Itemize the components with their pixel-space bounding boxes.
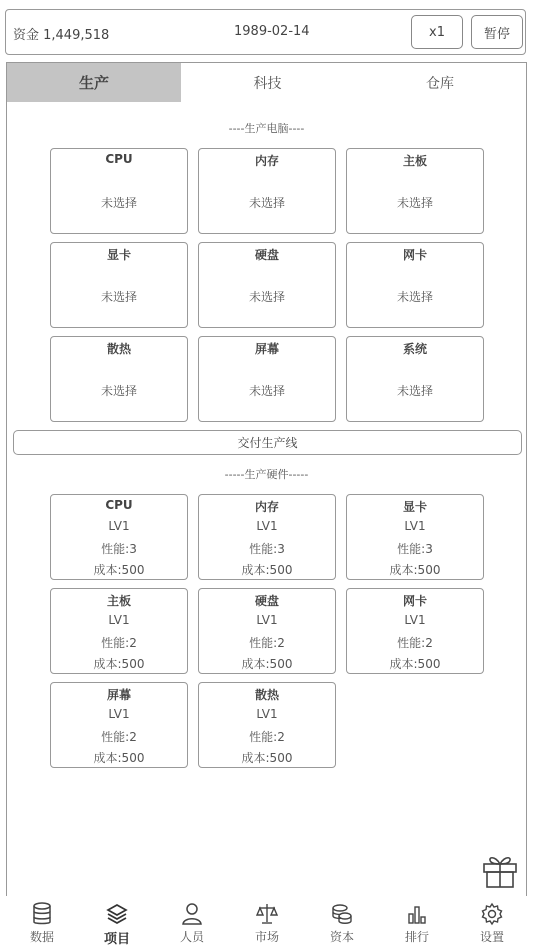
slot-name: 系统 <box>402 342 427 356</box>
bottom-navigation <box>0 897 534 949</box>
coins-icon <box>331 902 353 926</box>
hardware-card-screen[interactable] <box>50 682 188 768</box>
nav-label: 数据 <box>29 930 54 944</box>
layers-icon <box>106 902 128 926</box>
pc-slot-motherboard[interactable] <box>346 148 484 234</box>
nav-label: 项目 <box>103 932 130 947</box>
tab-warehouse[interactable]: 仓库 <box>426 75 454 92</box>
slot-value: 未选择 <box>396 290 433 304</box>
hardware-name: CPU <box>105 498 133 512</box>
hardware-cost: 成本:500 <box>389 563 441 577</box>
slot-value: 未选择 <box>100 384 137 398</box>
hardware-name: 主板 <box>106 594 131 608</box>
slot-name: 屏幕 <box>254 342 279 356</box>
gift-icon[interactable] <box>481 851 519 889</box>
nav-label: 排行 <box>404 930 429 944</box>
hardware-cost: 成本:500 <box>241 657 293 671</box>
hardware-card-memory[interactable] <box>198 494 336 580</box>
hardware-level: LV1 <box>256 519 278 533</box>
tab-bar <box>7 63 526 102</box>
nav-data[interactable] <box>12 897 72 949</box>
nav-capital[interactable] <box>312 897 372 949</box>
hardware-card-cpu[interactable] <box>50 494 188 580</box>
slot-value: 未选择 <box>100 196 137 210</box>
top-status-bar <box>5 9 526 55</box>
slot-value: 未选择 <box>248 196 285 210</box>
tab-tech[interactable]: 科技 <box>253 75 282 92</box>
pc-slot-memory[interactable] <box>198 148 336 234</box>
slot-name: 网卡 <box>402 248 427 262</box>
main-panel <box>6 62 527 896</box>
pc-slot-os[interactable] <box>346 336 484 422</box>
hardware-performance: 性能:3 <box>249 542 285 556</box>
speed-button[interactable]: x1 <box>411 15 463 49</box>
slot-value: 未选择 <box>396 384 433 398</box>
game-date: 1989-02-14 <box>234 24 310 39</box>
slot-name: 主板 <box>402 154 427 168</box>
hardware-card-cooling[interactable] <box>198 682 336 768</box>
hardware-name: 散热 <box>254 688 279 702</box>
slot-name: 散热 <box>106 342 131 356</box>
hardware-card-gpu[interactable] <box>346 494 484 580</box>
nav-project[interactable] <box>87 897 147 949</box>
hardware-performance: 性能:2 <box>249 636 285 650</box>
hardware-name: 屏幕 <box>106 688 131 702</box>
pc-slot-nic[interactable] <box>346 242 484 328</box>
hardware-cost: 成本:500 <box>241 751 293 765</box>
deliver-production-line-button[interactable]: 交付生产线 <box>13 430 522 455</box>
hardware-level: LV1 <box>404 613 426 627</box>
slot-name: 显卡 <box>106 248 131 262</box>
slot-value: 未选择 <box>248 290 285 304</box>
hardware-card-nic[interactable] <box>346 588 484 674</box>
pc-slot-cooling[interactable] <box>50 336 188 422</box>
nav-label: 人员 <box>179 930 204 944</box>
slot-value: 未选择 <box>396 196 433 210</box>
nav-ranking[interactable] <box>387 897 447 949</box>
funds-display: 资金 1,449,518 <box>13 28 110 43</box>
slot-value: 未选择 <box>248 384 285 398</box>
slot-name: CPU <box>105 152 133 166</box>
hardware-performance: 性能:2 <box>249 730 285 744</box>
database-icon <box>31 902 53 926</box>
slot-value: 未选择 <box>100 290 137 304</box>
slot-name: 硬盘 <box>254 248 279 262</box>
hardware-name: 硬盘 <box>254 594 279 608</box>
hardware-cost: 成本:500 <box>93 563 145 577</box>
pc-slot-screen[interactable] <box>198 336 336 422</box>
hardware-name: 网卡 <box>402 594 427 608</box>
hardware-cost: 成本:500 <box>93 657 145 671</box>
hardware-level: LV1 <box>256 707 278 721</box>
pc-slot-gpu[interactable] <box>50 242 188 328</box>
section-title-production-pc: ----生产电脑---- <box>228 122 305 135</box>
hardware-performance: 性能:2 <box>101 636 137 650</box>
tab-production[interactable]: 生产 <box>7 63 181 102</box>
bar-chart-icon <box>406 902 428 926</box>
pause-button[interactable]: 暂停 <box>471 15 523 49</box>
pc-slot-cpu[interactable] <box>50 148 188 234</box>
scale-icon <box>256 902 278 926</box>
hardware-performance: 性能:3 <box>397 542 433 556</box>
nav-settings[interactable] <box>462 897 522 949</box>
hardware-cost: 成本:500 <box>93 751 145 765</box>
hardware-cost: 成本:500 <box>241 563 293 577</box>
hardware-level: LV1 <box>108 613 130 627</box>
pc-slot-disk[interactable] <box>198 242 336 328</box>
hardware-name: 内存 <box>254 500 279 514</box>
hardware-card-motherboard[interactable] <box>50 588 188 674</box>
hardware-performance: 性能:3 <box>101 542 137 556</box>
nav-staff[interactable] <box>162 897 222 949</box>
hardware-performance: 性能:2 <box>101 730 137 744</box>
nav-label: 资本 <box>329 930 354 944</box>
hardware-cost: 成本:500 <box>389 657 441 671</box>
hardware-level: LV1 <box>108 519 130 533</box>
gear-icon <box>481 902 503 926</box>
hardware-level: LV1 <box>108 707 130 721</box>
slot-name: 内存 <box>254 154 279 168</box>
hardware-card-disk[interactable] <box>198 588 336 674</box>
hardware-performance: 性能:2 <box>397 636 433 650</box>
hardware-level: LV1 <box>404 519 426 533</box>
nav-label: 设置 <box>479 930 504 944</box>
person-icon <box>181 902 203 926</box>
nav-label: 市场 <box>254 930 279 944</box>
section-title-production-hardware: -----生产硬件----- <box>224 468 309 481</box>
hardware-level: LV1 <box>256 613 278 627</box>
hardware-name: 显卡 <box>402 500 427 514</box>
nav-market[interactable] <box>237 897 297 949</box>
